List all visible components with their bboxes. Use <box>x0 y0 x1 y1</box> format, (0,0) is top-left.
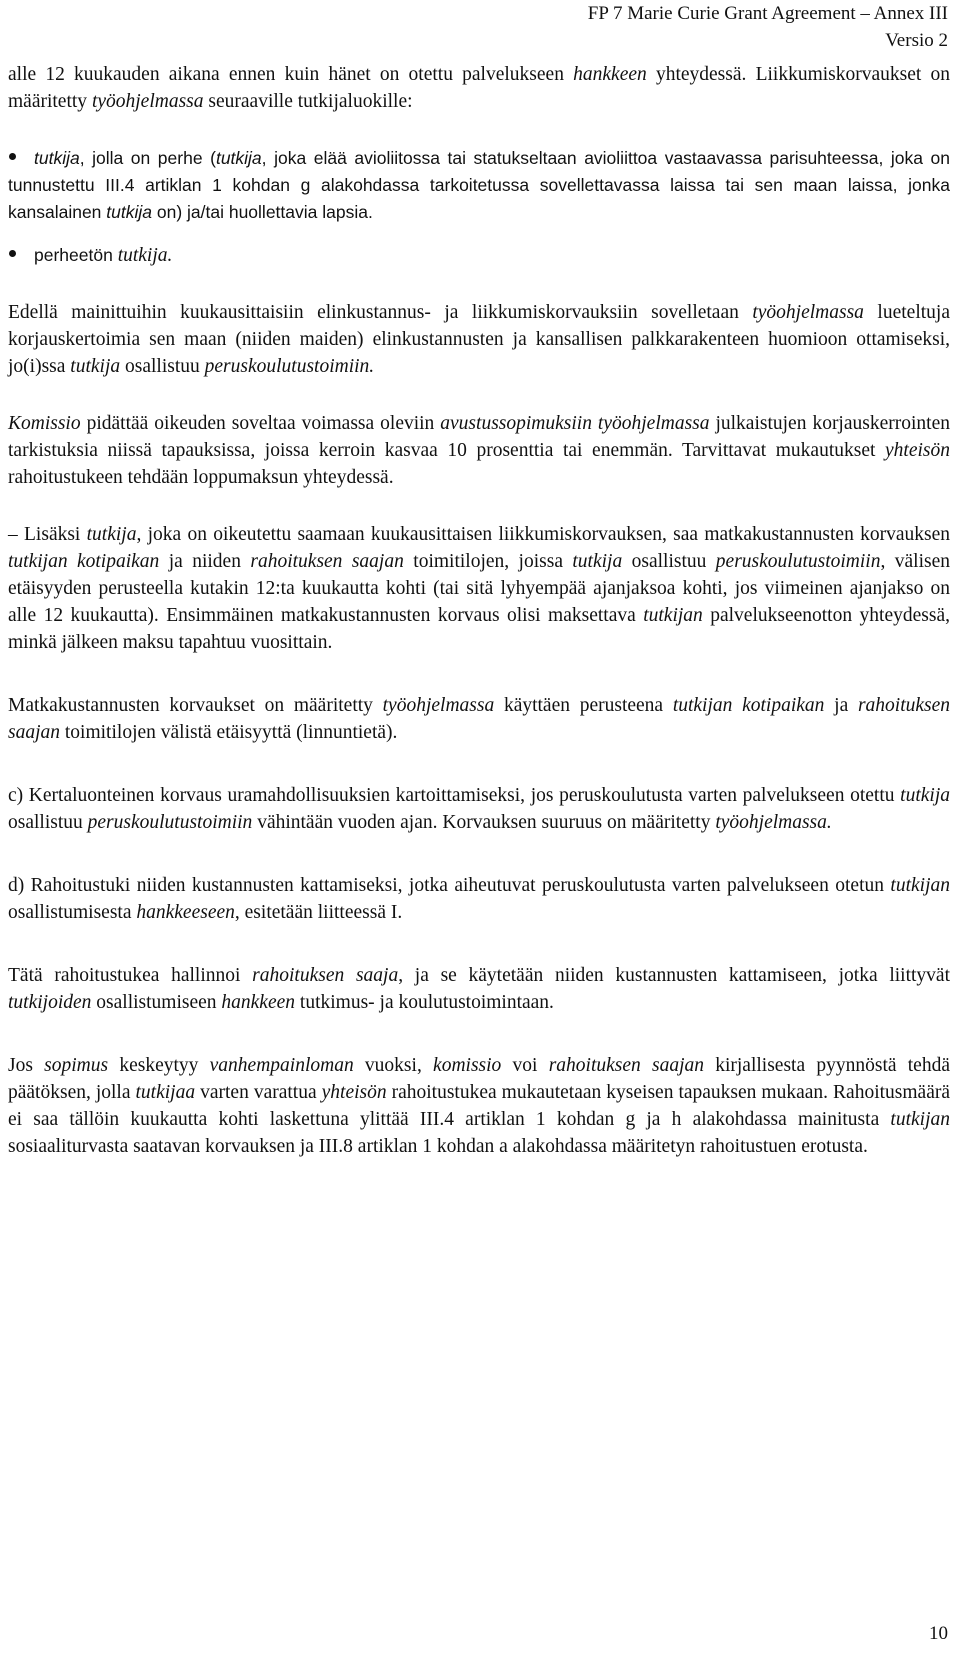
text-span: voi <box>501 1055 549 1076</box>
text-span: Tätä rahoitustukea hallinnoi <box>8 965 253 986</box>
text-span: vuoksi, <box>353 1055 434 1076</box>
italic-term: työohjelmassa. <box>715 812 832 833</box>
text-span: pidättää oikeuden soveltaa voimassa oleviin <box>80 413 441 434</box>
text-span: ja <box>824 695 858 716</box>
italic-term: peruskoulutustoimiin. <box>204 356 375 377</box>
italic-term: tutkija <box>106 202 152 222</box>
bullet-icon <box>9 250 16 257</box>
italic-term: työohjelmassa <box>91 91 204 112</box>
text-span: on) ja/tai huollettavia lapsia. <box>152 202 373 222</box>
text-span: toimitilojen välistä etäisyyttä (linnuntietä). <box>60 722 398 743</box>
text-span: , jolla on perhe ( <box>79 148 216 168</box>
text-span: sosiaaliturvasta saatavan korvauksen ja III.8 artiklan 1 kohdan a alakohdassa määritetyn rahoitustuen erotusta. <box>8 1136 868 1157</box>
italic-term: sopimus <box>44 1055 109 1076</box>
italic-term: peruskoulutustoimiin <box>87 812 253 833</box>
page-number: 10 <box>929 1623 948 1644</box>
italic-term: tutkija <box>215 148 262 168</box>
bullet-item-family <box>8 145 950 226</box>
italic-term: hankkeen <box>221 992 296 1013</box>
italic-term: rahoituksen saajan <box>548 1055 704 1076</box>
text-span: , välisen etäisyyden perusteella kutakin 12:ta kuukautta kohti (tai sitä lyhyempää ajanjaksoa kohti, jos viimeinen ajanjakso on alle 12 kuukautta). Ensimmäinen matkakustannusten korvaus olisi maksettava <box>8 551 950 626</box>
text-span: , esitetään liitteessä I. <box>234 902 403 923</box>
text-span: – Lisäksi <box>8 524 87 545</box>
paragraph-travel-allowance <box>8 521 950 656</box>
italic-term: tutkija <box>86 524 137 545</box>
italic-term: hankkeeseen <box>136 902 235 923</box>
document-body <box>8 61 950 1160</box>
text-span: osallistuu <box>8 812 88 833</box>
italic-term: avustussopimuksiin työohjelmassa <box>440 413 710 434</box>
bullet-icon <box>9 153 16 160</box>
italic-term: Komissio <box>8 413 81 434</box>
text-span: alle 12 kuukauden aikana ennen kuin hänet on otettu palvelukseen <box>8 64 574 85</box>
paragraph-commission-rights <box>8 410 950 491</box>
text-span: , joka on oikeutettu saamaan kuukausittaisen liikkumiskorvauksen, saa matkakustannusten korvauksen <box>136 524 950 545</box>
paragraph-parental-leave <box>8 1052 950 1160</box>
italic-term: yhteisön <box>885 440 950 461</box>
italic-term: tutkijan kotipaikan <box>8 551 160 572</box>
text-span: seuraaville tutkijaluokille: <box>203 91 413 112</box>
text-span: keskeytyy <box>108 1055 210 1076</box>
italic-term: tutkijoiden <box>8 992 92 1013</box>
text-span: lueteltuja korjauskertoimia sen maan (niiden maiden) elinkustannusten ja kansallisen palkkarakenteen huomioon ottamiseksi, jo(i)ssa <box>8 302 950 377</box>
paragraph-travel-definition <box>8 692 950 746</box>
italic-term: tutkija. <box>117 245 173 266</box>
text-span: ja niiden <box>159 551 251 572</box>
italic-term: tutkijan <box>890 1109 950 1130</box>
italic-term: hankkeen <box>573 64 647 85</box>
italic-term: työohjelmassa <box>382 695 495 716</box>
bullet-item-no-family <box>8 242 950 269</box>
text-span: käyttäen perusteena <box>494 695 673 716</box>
italic-term: tutkijan <box>643 605 703 626</box>
text-span: Matkakustannusten korvaukset on määritetty <box>8 695 383 716</box>
text-span: osallistuu <box>120 356 205 377</box>
text-span: kirjallisesta pyynnöstä tehdä päätöksen, jolla <box>8 1055 950 1103</box>
text-span: toimitilojen, joissa <box>403 551 573 572</box>
paragraph-correction-coefficients <box>8 299 950 380</box>
italic-term: tutkija <box>572 551 623 572</box>
italic-term: tutkija <box>34 148 80 168</box>
italic-term: rahoituksen saajan <box>8 695 951 743</box>
header-version: Versio 2 <box>885 30 948 51</box>
paragraph-career-exploratory <box>8 782 950 836</box>
paragraph-intro <box>8 61 950 115</box>
text-span: , ja se käytetään niiden kustannusten kattamiseen, jotka liittyvät <box>398 965 950 986</box>
italic-term: tutkijaa <box>135 1082 196 1103</box>
text-span: perheetön <box>34 245 118 265</box>
text-span: , joka elää avioliitossa tai statukseltaan avioliittoa vastaavassa parisuhteessa, joka on tunnustettu III.4 artiklan 1 kohdan g alakohdassa tarkoitetussa sovellettavassa laissa tai sen maan laissa, jonka kansalainen <box>8 148 950 222</box>
text-span: julkaistujen korjauskerrointen tarkistuksia niissä tapauksissa, joissa kerroin kasvaa 10 prosenttia tai enemmän. Tarvittavat mukautukset <box>8 413 950 461</box>
italic-term: tutkijan <box>890 875 950 896</box>
italic-term: tutkijan kotipaikan <box>672 695 825 716</box>
text-span: Jos <box>8 1055 45 1076</box>
italic-term: tutkija <box>70 356 121 377</box>
italic-term: tutkija <box>900 785 950 806</box>
header-title: FP 7 Marie Curie Grant Agreement – Annex III <box>587 3 948 24</box>
text-span: vähintään vuoden ajan. Korvauksen suuruus on määritetty <box>252 812 716 833</box>
italic-term: peruskoulutustoimiin <box>715 551 881 572</box>
text-span: varten varattua <box>195 1082 322 1103</box>
paragraph-management <box>8 962 950 1016</box>
italic-term: komissio <box>433 1055 502 1076</box>
text-span: osallistuu <box>622 551 716 572</box>
italic-term: työohjelmassa <box>752 302 864 323</box>
text-span: d) Rahoitustuki niiden kustannusten kattamiseksi, jotka aiheutuvat peruskoulutusta varten palvelukseen otetun <box>8 875 891 896</box>
text-span: rahoitustukea mukautetaan kyseisen tapauksen mukaan. Rahoitusmäärä ei saa tällöin kuukautta kohti laskettuna ylittää III.4 artiklan 1 kohdan g ja h alakohdassa mainitusta <box>8 1082 950 1130</box>
italic-term: rahoituksen saaja <box>252 965 399 986</box>
italic-term: yhteisön <box>321 1082 387 1103</box>
text-span: osallistumiseen <box>91 992 222 1013</box>
text-span: rahoitustukeen tehdään loppumaksun yhteydessä. <box>8 467 394 488</box>
italic-term: vanhempainloman <box>209 1055 354 1076</box>
page-header <box>588 0 948 54</box>
text-span: c) Kertaluonteinen korvaus uramahdollisuuksien kartoittamiseksi, jos peruskoulutusta varten palvelukseen otettu <box>8 785 901 806</box>
text-span: tutkimus- ja koulutustoimintaan. <box>295 992 554 1013</box>
text-span: palvelukseenotton yhteydessä, minkä jälkeen maksu tapahtuu vuosittain. <box>8 605 950 653</box>
text-span: osallistumisesta <box>8 902 137 923</box>
text-span: yhteydessä. Liikkumiskorvaukset on määritetty <box>8 64 950 112</box>
text-span: Edellä mainittuihin kuukausittaisiin elinkustannus- ja liikkumiskorvauksiin sovelletaan <box>8 302 753 323</box>
italic-term: rahoituksen saajan <box>250 551 404 572</box>
paragraph-contribution-costs <box>8 872 950 926</box>
